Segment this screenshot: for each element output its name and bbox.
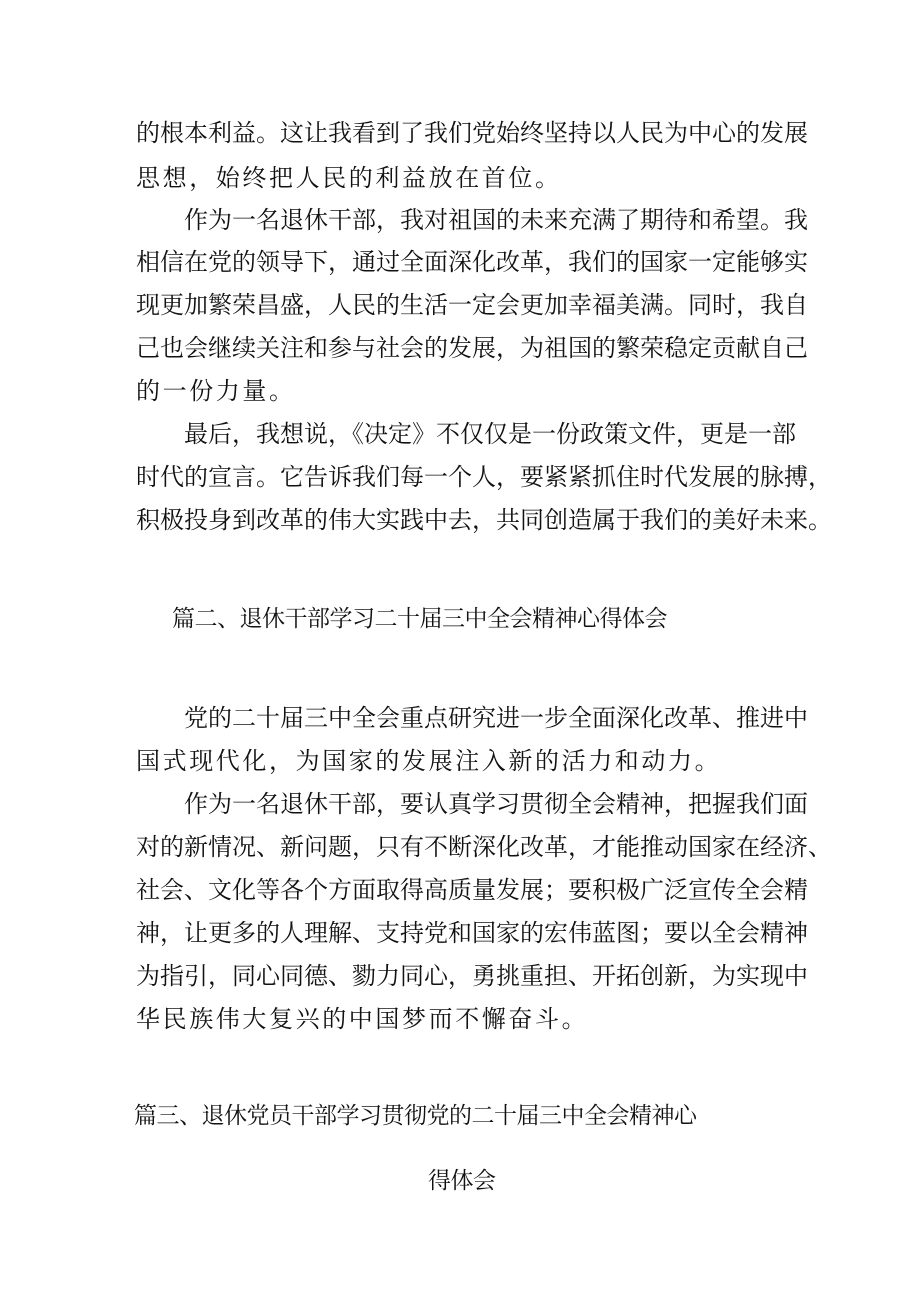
paragraph-line: 时代的宣言。它告诉我们每一个人，要紧紧抓住时代发展的脉搏， [136, 463, 832, 491]
paragraph-line: 相信在党的领导下，通过全面深化改革，我们的国家一定能够实 [136, 248, 808, 276]
paragraph-line: 最后，我想说，《决定》不仅仅是一份政策文件，更是一部 [184, 420, 796, 448]
paragraph-line: 积极投身到改革的伟大实践中去，共同创造属于我们的美好未来。 [136, 506, 832, 534]
paragraph-line: 对的新情况、新问题，只有不断深化改革，才能推动国家在经济、 [136, 833, 832, 861]
paragraph-line: 神，让更多的人理解、支持党和国家的宏伟蓝图；要以全会精神 [136, 919, 808, 947]
section-heading-continuation: 得体会 [428, 1168, 496, 1194]
paragraph-line: 作为一名退休干部，要认真学习贯彻全会精神，把握我们面 [184, 790, 808, 818]
section-heading: 篇三、退休党员干部学习贯彻党的二十届三中全会精神心 [134, 1103, 697, 1129]
paragraph-line: 的一份力量。 [136, 377, 296, 405]
paragraph-line: 华民族伟大复兴的中国梦而不懈奋斗。 [136, 1005, 589, 1033]
paragraph-line: 国式现代化，为国家的发展注入新的活力和动力。 [136, 747, 722, 775]
paragraph-line: 作为一名退休干部，我对祖国的未来充满了期待和希望。我 [184, 206, 808, 234]
paragraph-line: 现更加繁荣昌盛，人民的生活一定会更加幸福美满。同时，我自 [136, 291, 808, 319]
paragraph-line: 社会、文化等各个方面取得高质量发展；要积极广泛宣传全会精 [136, 876, 808, 904]
paragraph-line: 己也会继续关注和参与社会的发展，为祖国的繁荣稳定贡献自己 [136, 334, 808, 362]
section-heading: 篇二、退休干部学习二十届三中全会精神心得体会 [172, 606, 667, 632]
paragraph-line: 为指引，同心同德、勠力同心，勇挑重担、开拓创新，为实现中 [136, 962, 808, 990]
paragraph-line: 思想，始终把人民的利益放在首位。 [136, 164, 562, 192]
paragraph-line: 党的二十届三中全会重点研究进一步全面深化改革、推进中 [184, 704, 808, 732]
paragraph-line: 的根本利益。这让我看到了我们党始终坚持以人民为中心的发展 [136, 119, 808, 147]
